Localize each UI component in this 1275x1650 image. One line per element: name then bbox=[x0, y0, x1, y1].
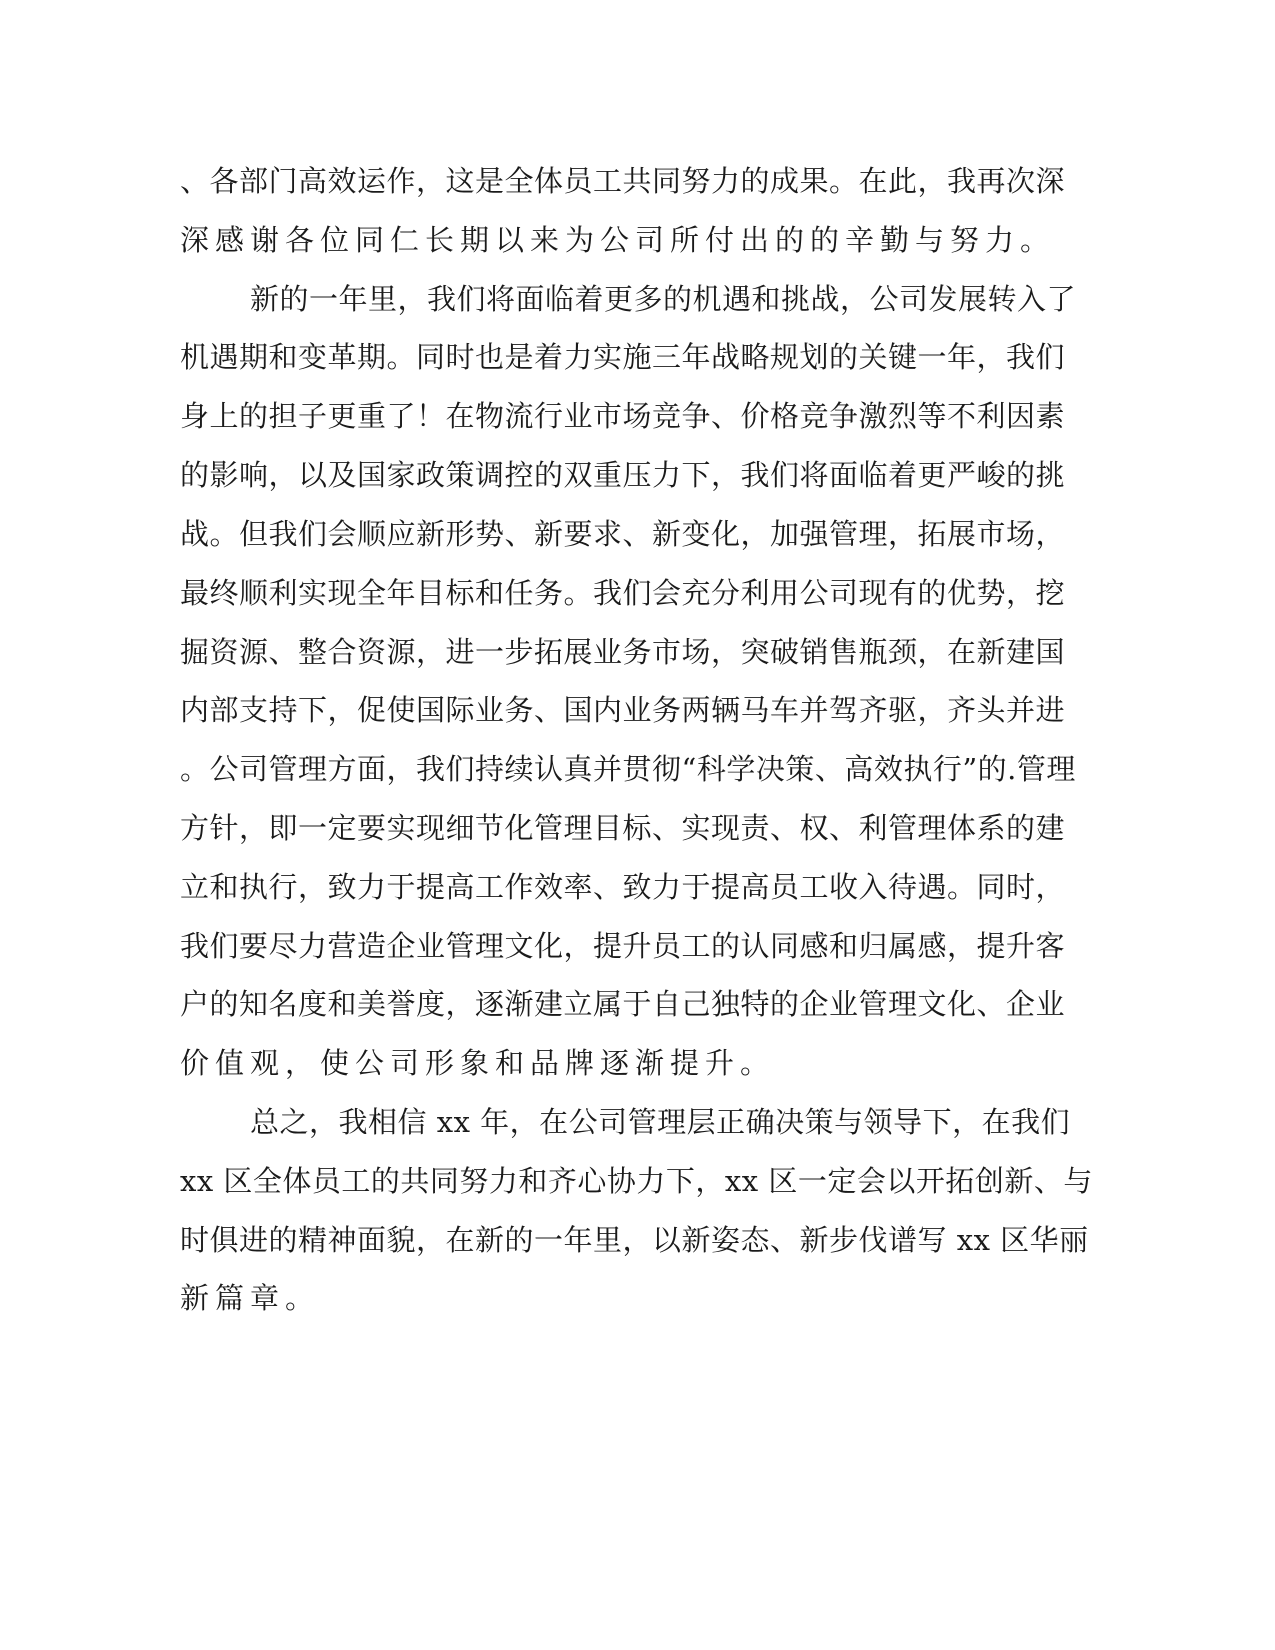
paragraph-2-line-13: 户的知名度和美誉度，逐渐建立属于自己独特的企业管理文化、企业 bbox=[180, 987, 1066, 1021]
paragraph-1-line-1: 、各部门高效运作，这是全体员工共同努力的成果。在此，我再次深 bbox=[180, 164, 1066, 198]
paragraph-2-line-9: 。公司管理方面，我们持续认真并贯彻“科学决策、高效执行”的.管理 bbox=[180, 752, 1076, 786]
paragraph-2-line-4: 的影响，以及国家政策调控的双重压力下，我们将面临着更严峻的挑 bbox=[180, 458, 1066, 492]
paragraph-2-line-12: 我们要尽力营造企业管理文化，提升员工的认同感和归属感，提升客 bbox=[180, 929, 1066, 963]
paragraph-2-line-10: 方针，即一定要实现细节化管理目标、实现责、权、利管理体系的建 bbox=[180, 811, 1066, 845]
paragraph-2-line-11: 立和执行，致力于提高工作效率、致力于提高员工收入待遇。同时， bbox=[180, 870, 1066, 904]
paragraph-3-line-3: 时俱进的精神面貌，在新的一年里，以新姿态、新步伐谱写 xx 区华丽 bbox=[180, 1223, 1089, 1257]
paragraph-2-line-6: 最终顺利实现全年目标和任务。我们会充分利用公司现有的优势，挖 bbox=[180, 576, 1066, 610]
paragraph-2-line-8: 内部支持下，促使国际业务、国内业务两辆马车并驾齐驱，齐头并进 bbox=[180, 693, 1066, 727]
paragraph-2-line-1: 新的一年里，我们将面临着更多的机遇和挑战，公司发展转入了 bbox=[250, 282, 1077, 316]
paragraph-2-line-3: 身上的担子更重了！在物流行业市场竞争、价格竞争激烈等不利因素 bbox=[180, 399, 1066, 433]
paragraph-2-line-5: 战。但我们会顺应新形势、新要求、新变化，加强管理，拓展市场， bbox=[180, 517, 1066, 551]
paragraph-3-line-4: 新篇章。 bbox=[180, 1281, 321, 1315]
paragraph-3-line-2: xx 区全体员工的共同努力和齐心协力下，xx 区一定会以开拓创新、与 bbox=[180, 1164, 1093, 1198]
paragraph-2-line-14: 价值观，使公司形象和品牌逐渐提升。 bbox=[180, 1046, 776, 1080]
paragraph-3-line-1: 总之，我相信 xx 年，在公司管理层正确决策与领导下，在我们 bbox=[250, 1105, 1071, 1139]
paragraph-2-line-7: 掘资源、整合资源，进一步拓展业务市场，突破销售瓶颈，在新建国 bbox=[180, 635, 1066, 669]
paragraph-2-line-2: 机遇期和变革期。同时也是着力实施三年战略规划的关键一年，我们 bbox=[180, 340, 1066, 374]
paragraph-1-line-2: 深感谢各位同仁长期以来为公司所付出的的辛勤与努力。 bbox=[180, 223, 1056, 257]
